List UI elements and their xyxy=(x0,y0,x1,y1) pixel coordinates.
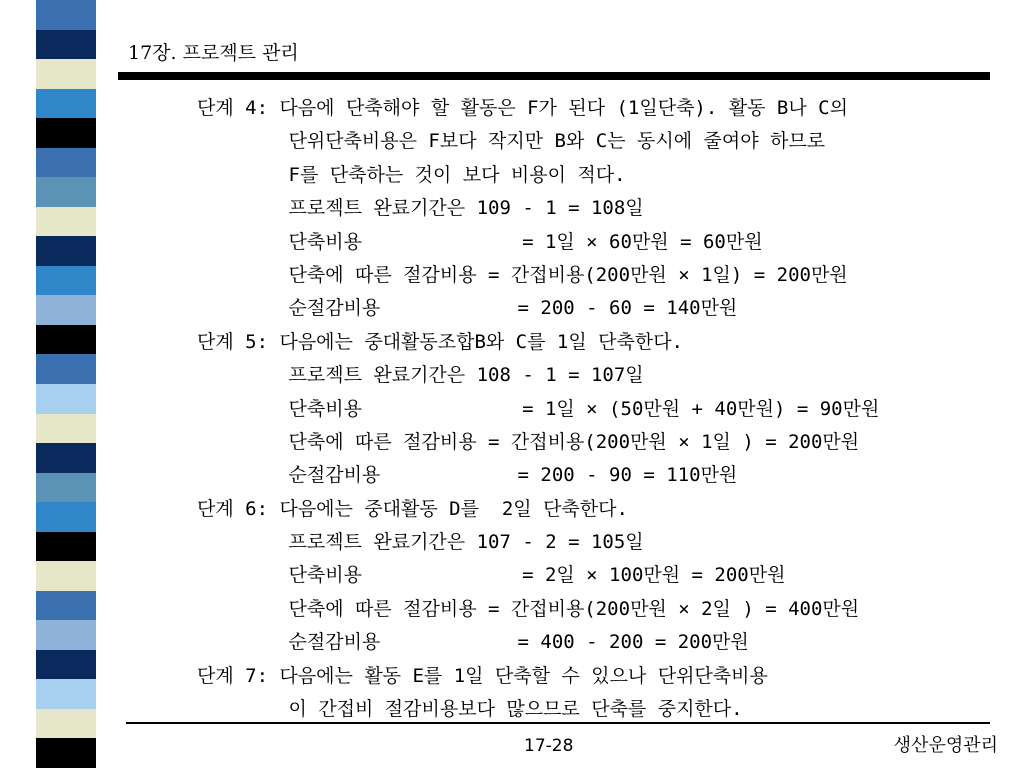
stripe-segment xyxy=(36,325,96,355)
stripe-segment xyxy=(36,177,96,207)
course-title: 생산운영관리 xyxy=(893,735,998,756)
stripe-segment xyxy=(36,354,96,384)
stripe-segment xyxy=(36,561,96,591)
stripe-segment xyxy=(36,295,96,325)
text-line: 단축비용 = 1일 × (50만원 + 40만원) = 90만원 xyxy=(197,397,880,420)
text-line: 단축에 따른 절감비용 = 간접비용(200만원 × 1일 ) = 200만원 xyxy=(197,430,860,453)
stripe-segment xyxy=(36,591,96,621)
step-7 xyxy=(197,660,997,727)
stripe-segment xyxy=(36,0,96,30)
page-number: 17-28 xyxy=(524,736,574,756)
text-line: 단축비용 = 1일 × 60만원 = 60만원 xyxy=(197,230,763,253)
stripe-segment xyxy=(36,30,96,60)
text-line: 단계 6: 다음에는 중대활동 D를 2일 단축한다. xyxy=(197,497,628,520)
stripe-segment xyxy=(36,738,96,768)
stripe-segment xyxy=(36,650,96,680)
stripe-segment xyxy=(36,384,96,414)
text-line: 이 간접비 절감비용보다 많으므로 단축를 중지한다. xyxy=(197,698,743,721)
text-line: 단축에 따른 절감비용 = 간접비용(200만원 × 2일 ) = 400만원 xyxy=(197,597,860,620)
text-line: F를 단축하는 것이 보다 비용이 적다. xyxy=(197,163,626,186)
stripe-segment xyxy=(36,473,96,503)
text-line: 단위단축비용은 F보다 작지만 B와 C는 동시에 줄여야 하므로 xyxy=(197,130,826,153)
stripe-segment xyxy=(36,532,96,562)
text-line: 순절감비용 = 200 - 90 = 110만원 xyxy=(197,464,738,487)
text-line: 순절감비용 = 200 - 60 = 140만원 xyxy=(197,297,738,320)
step-5 xyxy=(197,326,997,493)
stripe-segment xyxy=(36,89,96,119)
decorative-stripe-bar xyxy=(36,0,96,768)
text-line: 단계 5: 다음에는 중대활동조합B와 C를 1일 단축한다. xyxy=(197,330,683,353)
slide-body xyxy=(197,92,997,726)
stripe-segment xyxy=(36,118,96,148)
step-4 xyxy=(197,92,997,326)
text-line: 프로젝트 완료기간은 109 - 1 = 108일 xyxy=(197,197,644,220)
stripe-segment xyxy=(36,414,96,444)
footer-divider xyxy=(126,722,990,724)
stripe-segment xyxy=(36,679,96,709)
chapter-title: 17장. 프로젝트 관리 xyxy=(128,42,299,64)
stripe-segment xyxy=(36,236,96,266)
text-line: 순절감비용 = 400 - 200 = 200만원 xyxy=(197,631,749,654)
text-line: 단축비용 = 2일 × 100만원 = 200만원 xyxy=(197,564,786,587)
stripe-segment xyxy=(36,443,96,473)
stripe-segment xyxy=(36,148,96,178)
stripe-segment xyxy=(36,709,96,739)
stripe-segment xyxy=(36,620,96,650)
text-line: 단계 4: 다음에 단축해야 할 활동은 F가 된다 (1일단축). 활동 B나 C의 xyxy=(197,97,848,119)
stripe-segment xyxy=(36,207,96,237)
text-line: 프로젝트 완료기간은 108 - 1 = 107일 xyxy=(197,364,644,387)
stripe-segment xyxy=(36,266,96,296)
header-divider xyxy=(118,72,990,80)
stripe-segment xyxy=(36,59,96,89)
step-6 xyxy=(197,493,997,660)
text-line: 단계 7: 다음에는 활동 E를 1일 단축할 수 있으나 단위단축비용 xyxy=(197,664,768,687)
text-line: 단축에 따른 절감비용 = 간접비용(200만원 × 1일) = 200만원 xyxy=(197,263,848,286)
stripe-segment xyxy=(36,502,96,532)
text-line: 프로젝트 완료기간은 107 - 2 = 105일 xyxy=(197,531,644,554)
